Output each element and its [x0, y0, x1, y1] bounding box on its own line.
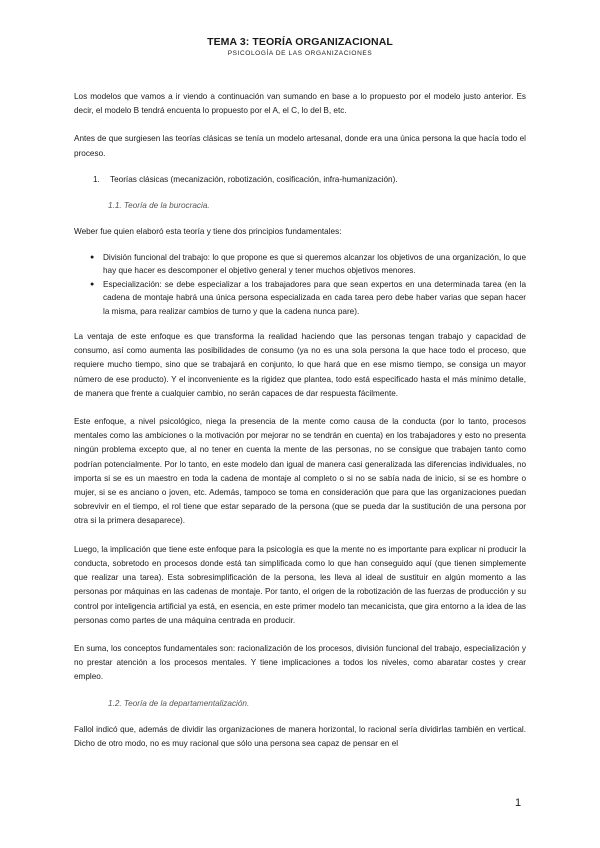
section-heading-1 — [74, 173, 526, 187]
principles-list — [74, 251, 526, 318]
paragraph-summary: En suma, los conceptos fundamentales son: racionalización de los procesos, división funcional del trabajo, especialización y no prestar atención a los procesos mentales. Y tiene implicaciones a todos los niveles, como abaratar costes y crear empleo. — [74, 643, 526, 682]
paragraph-advantage: La ventaja de este enfoque es que transforma la realidad haciendo que las personas tengan trabajo y capacidad de consumo, así como aumenta las posibilidades de consumo (ya no es una sola persona la que hace todo el proceso, que requiere mucho tiempo, sino que se trabajará en conjunto, lo que hará que en ese mismo tiempo, se consiga un mayor número de ese producto). Y el inconveniente es la rigidez que plantea, todo está especificado hasta el más mínimo detalle, de manera que frente a cualquier cambio, no serán capaces de dar respuesta fácilmente. — [74, 332, 526, 398]
list-item — [74, 278, 526, 318]
list-item-text: División funcional del trabajo: lo que propone es que si queremos alcanzar los objetivos de una organización, lo que hay que hacer es descomponer el objetivo general y tener muchos objetivos menores. — [103, 253, 526, 276]
page-content — [74, 36, 526, 751]
section-number: 1. — [93, 174, 100, 184]
paragraph-fallol: Fallol indicó que, además de dividir las organizaciones de manera horizontal, lo racional sería dividirlas también en vertical. Dicho de otro modo, no es muy racional que sólo una persona sea capaz de pensar en el — [74, 724, 526, 748]
bullet-icon: ● — [90, 254, 95, 262]
section-title: Teorías clásicas (mecanización, robotización, cosificación, infra-humanización). — [110, 174, 398, 184]
document-title: TEMA 3: TEORÍA ORGANIZACIONAL — [207, 36, 393, 48]
paragraph-implication: Luego, la implicación que tiene este enfoque para la psicología es que la mente no es importante para explicar ni producir la conducta, sobretodo en procesos donde está tan simplificada como lo que han conseguido aquí (que tienen simplemente que realizar una tarea). Esta sobresimplificación de la persona, les lleva al ideal de sustituir en algún momento a las personas por máquinas en las cadenas de montaje. Por tanto, el origen de la robotización de las fuerzas de producción y su control por inteligencia artificial ya está, en esencia, en este primer modelo tan mecanicista, que gira entorno a la idea de las personas como partes de una máquina centrada en producir. — [74, 544, 526, 625]
paragraph-psychological: Este enfoque, a nivel psicológico, niega la presencia de la mente como causa de la conducta (por lo tanto, procesos mentales como las ambiciones o la motivación por mejorar no se tendrán en cuenta) en los trabajadores y esto no presenta ningún problema excepto que, al no tener en cuenta la mente de las personas, no se consigue que trabajen tanto como podrían potencialmente. Por lo tanto, en este modelo dan igual de manera casi generalizada las diferencias individuales, no importa si se es un maestro en toda la cadena de montaje al completo o si no se sabía nada de inicio, si se es hombre o mujer, si se es anciano o joven, etc. Además, tampoco se toma en consideración que para que las organizaciones puedan sobrevivir en el tiempo, el rol tiene que estar separado de la persona (que se pueda dar la sustitución de una persona por otra si la primera desaparece). — [74, 417, 526, 526]
list-item — [74, 251, 526, 278]
document-subtitle: PSICOLOGÍA DE LAS ORGANIZACIONES — [227, 50, 373, 57]
paragraph-before-classics: Antes de que surgiesen las teorías clásicas se tenía un modelo artesanal, donde era una única persona la que hacía todo el proceso. — [74, 134, 526, 158]
list-item-text: Especialización: se debe especializar a los trabajadores para que sean expertos en una determinada tarea (en la cadena de montaje habrá una única persona especializada en cada tarea pero debe haber varias que sepan hacer la misma, para realizar cambios de turno y que la cadena nunca pare). — [103, 279, 526, 316]
page-number: 1 — [515, 797, 522, 809]
subsection-heading-1-2: 1.2. Teoría de la departamentalización. — [108, 698, 250, 708]
bullet-icon: ● — [90, 280, 95, 288]
paragraph-intro: Los modelos que vamos a ir viendo a continuación van sumando en base a lo propuesto por el modelo justo anterior. Es decir, el modelo B tendrá encuenta lo propuesto por el A, el C, lo del B, etc. — [74, 92, 526, 116]
paragraph-weber: Weber fue quien elaboró esta teoría y tiene dos principios fundamentales: — [74, 226, 342, 236]
subsection-heading-1-1: 1.1. Teoría de la burocracia. — [108, 200, 210, 210]
